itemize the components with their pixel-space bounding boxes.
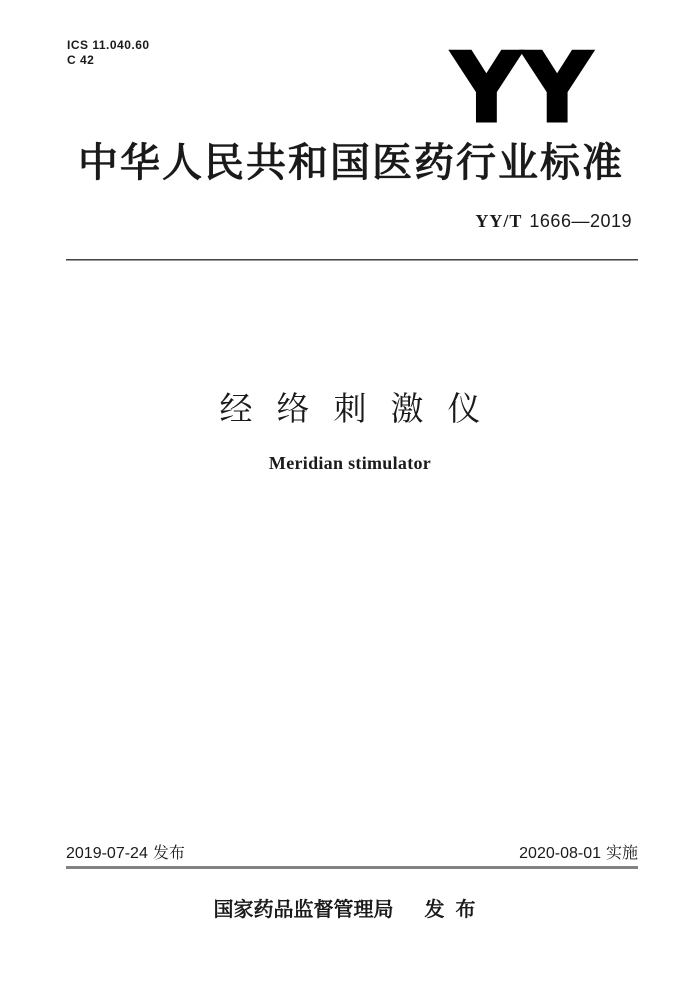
document-title-english: Meridian stimulator — [268, 453, 432, 473]
issuer-name: 国家药品监督管理局 — [213, 899, 394, 921]
standard-code — [475, 211, 632, 231]
yy-logo: YY — [452, 34, 594, 144]
standard-code-prefix: YY/T — [475, 211, 523, 231]
footer-divider-line — [66, 866, 638, 869]
dates-row — [66, 845, 638, 863]
issuer-row — [0, 898, 700, 922]
issue-date-label: 发布 — [152, 845, 185, 862]
issue-date: 2019-07-24 — [66, 845, 148, 862]
header-divider-line — [66, 259, 638, 261]
implement-date-label: 实施 — [605, 845, 638, 862]
ics-code: ICS 11.040.60 — [67, 38, 150, 52]
ics-classification-block — [67, 38, 150, 68]
standard-title: 中华人民共和国医药行业标准 — [78, 141, 624, 185]
implement-date: 2020-08-01 — [519, 845, 601, 862]
publish-label: 发布 — [424, 899, 487, 921]
standard-code-number: 1666—2019 — [529, 211, 632, 231]
issue-date-line — [66, 845, 185, 863]
class-code: C 42 — [67, 53, 95, 67]
document-title-chinese: 经络刺激仪 — [219, 390, 505, 427]
implement-date-line — [519, 845, 638, 863]
